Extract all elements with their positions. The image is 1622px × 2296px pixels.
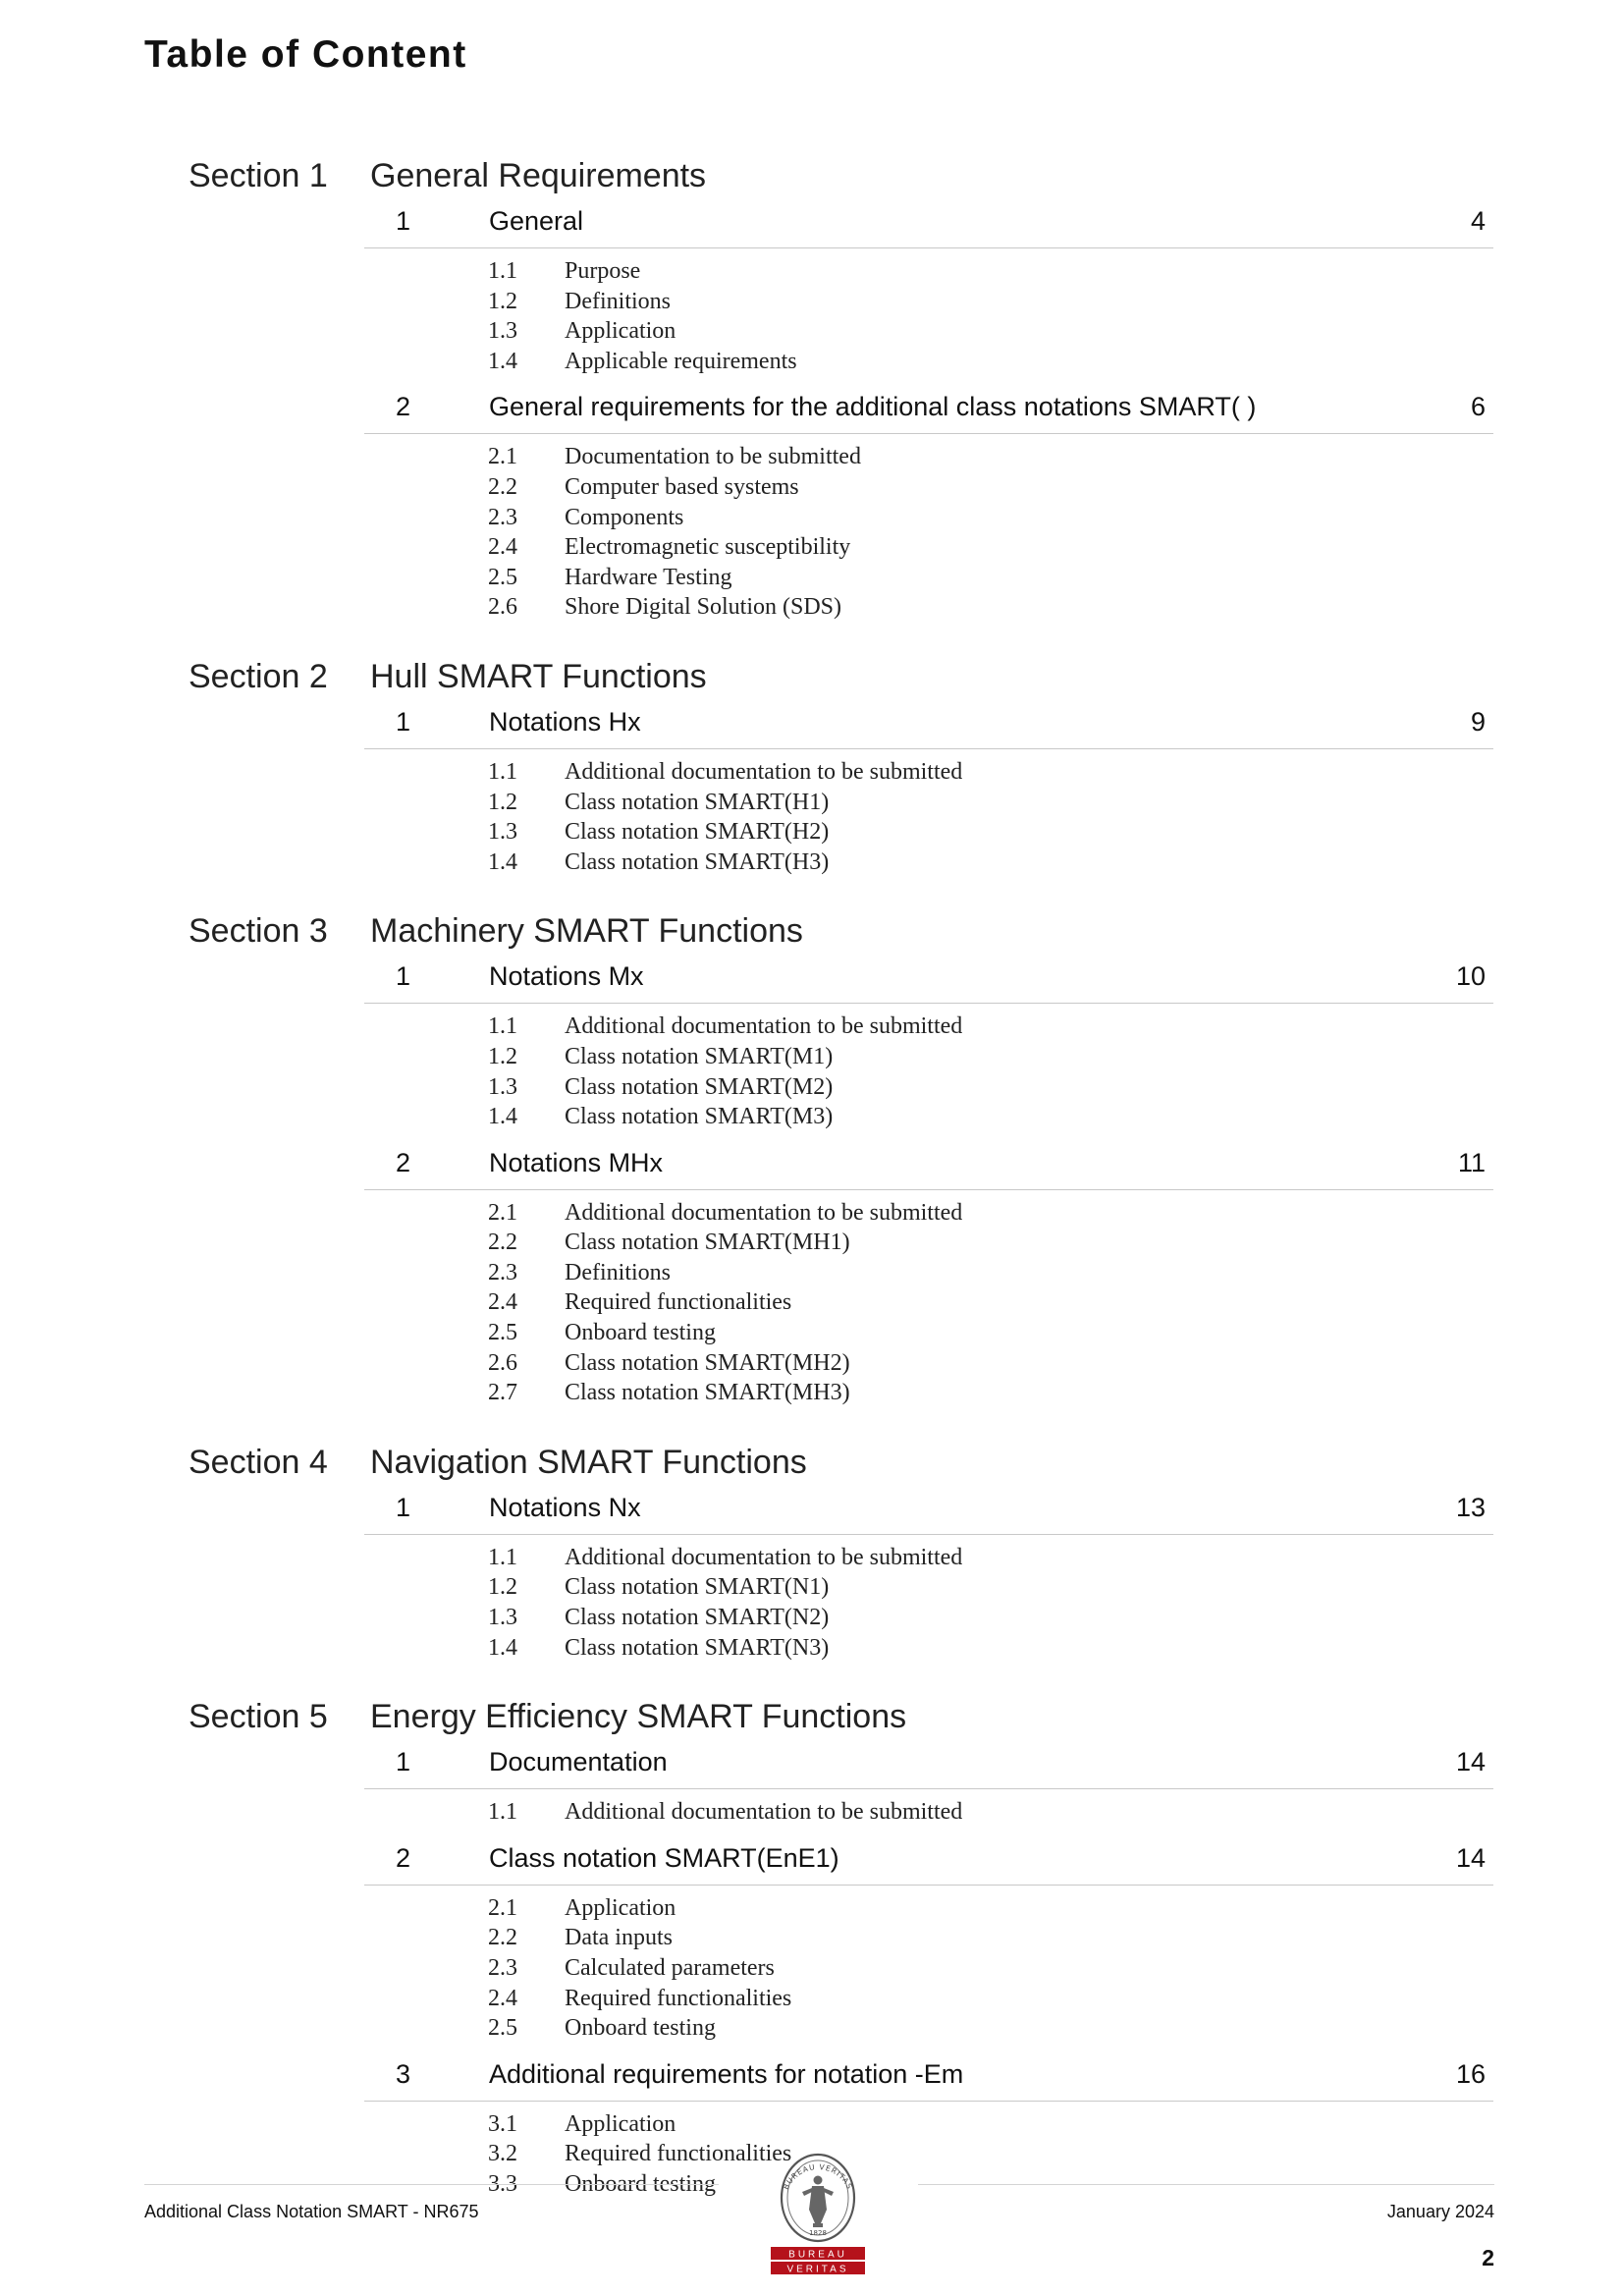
subsection-number: 1.4 xyxy=(488,848,517,875)
chapter-title: Additional requirements for notation -Em xyxy=(489,2058,964,2089)
subsection-number: 1.1 xyxy=(488,1544,517,1570)
chapter-page-number: 13 xyxy=(1455,1492,1486,1522)
subsection-number: 1.1 xyxy=(488,258,517,284)
subsection-number: 3.1 xyxy=(488,2110,517,2137)
subsection-entry[interactable] xyxy=(0,1635,1622,1666)
chapter-title: Class notation SMART(EnE1) xyxy=(489,1842,839,1873)
subsection-title: Documentation to be submitted xyxy=(565,444,861,470)
chapter-entry[interactable] xyxy=(364,705,1493,749)
footer-date: January 2024 xyxy=(1386,2202,1494,2221)
toc-section xyxy=(0,157,1622,636)
subsection-entry[interactable] xyxy=(0,565,1622,595)
subsection-number: 2.3 xyxy=(488,1955,517,1981)
subsection-title: Application xyxy=(565,2110,676,2137)
toc-chapter xyxy=(0,1745,1622,1841)
subsection-title: Data inputs xyxy=(565,1925,673,1951)
subsection-number: 2.3 xyxy=(488,504,517,530)
subsection-number: 1.3 xyxy=(488,819,517,846)
subsection-title: Electromagnetic susceptibility xyxy=(565,534,851,561)
subsection-number: 1.3 xyxy=(488,1073,517,1100)
subsection-title: Additional documentation to be submitted xyxy=(565,1544,963,1570)
chapter-number: 2 xyxy=(396,1842,411,1873)
subsection-number: 1.1 xyxy=(488,1013,517,1040)
toc-chapter xyxy=(0,390,1622,636)
section-title[interactable]: Machinery SMART Functions xyxy=(370,912,803,951)
subsection-title: Class notation SMART(M2) xyxy=(565,1073,834,1100)
toc-chapter xyxy=(0,959,1622,1145)
toc-chapter xyxy=(0,1491,1622,1676)
chapter-entry[interactable] xyxy=(364,390,1493,434)
subsection-entry[interactable] xyxy=(0,2015,1622,2046)
subsection-entry[interactable] xyxy=(0,819,1622,849)
subsection-title: Class notation SMART(H1) xyxy=(565,789,830,815)
subsection-list xyxy=(0,1789,1622,1841)
subsection-title: Definitions xyxy=(565,1259,671,1285)
subsection-title: Class notation SMART(N2) xyxy=(565,1605,830,1631)
section-heading xyxy=(0,1698,1622,1745)
subsection-number: 2.7 xyxy=(488,1380,517,1406)
subsection-number: 1.4 xyxy=(488,348,517,374)
subsection-number: 2.2 xyxy=(488,473,517,500)
subsection-entry[interactable] xyxy=(0,505,1622,535)
page-number: 2 xyxy=(1482,2245,1494,2270)
logo-band-text-1: BUREAU xyxy=(788,2249,847,2261)
subsection-number: 1.2 xyxy=(488,288,517,314)
chapter-number: 1 xyxy=(396,206,411,236)
subsection-entry[interactable] xyxy=(0,759,1622,790)
subsection-entry[interactable] xyxy=(0,1013,1622,1044)
subsection-entry[interactable] xyxy=(0,1545,1622,1575)
subsection-list xyxy=(0,1190,1622,1422)
subsection-title: Required functionalities xyxy=(565,2141,792,2167)
subsection-title: Calculated parameters xyxy=(565,1955,775,1981)
subsection-number: 1.1 xyxy=(488,1799,517,1826)
subsection-title: Class notation SMART(M3) xyxy=(565,1104,834,1130)
toc-chapter xyxy=(0,705,1622,891)
subsection-title: Additional documentation to be submitted xyxy=(565,1799,963,1826)
subsection-entry[interactable] xyxy=(0,289,1622,319)
subsection-title: Required functionalities xyxy=(565,1985,792,2011)
subsection-entry[interactable] xyxy=(0,594,1622,625)
subsection-list xyxy=(0,749,1622,891)
subsection-number: 2.4 xyxy=(488,1289,517,1316)
subsection-entry[interactable] xyxy=(0,534,1622,565)
subsection-list xyxy=(0,1886,1622,2057)
subsection-number: 1.1 xyxy=(488,758,517,785)
subsection-title: Purpose xyxy=(565,258,641,284)
subsection-title: Additional documentation to be submitted xyxy=(565,1199,963,1226)
chapter-entry[interactable] xyxy=(364,959,1493,1004)
subsection-number: 1.2 xyxy=(488,789,517,815)
subsection-entry[interactable] xyxy=(0,1074,1622,1105)
chapter-title: Notations MHx xyxy=(489,1147,664,1177)
table-of-contents xyxy=(0,157,1622,2235)
toc-section xyxy=(0,1698,1622,2213)
subsection-number: 3.2 xyxy=(488,2141,517,2167)
toc-chapter xyxy=(0,1146,1622,1422)
bureau-veritas-logo xyxy=(767,2151,869,2278)
subsection-number: 2.3 xyxy=(488,1259,517,1285)
chapter-title: Documentation xyxy=(489,1747,668,1777)
subsection-number: 2.4 xyxy=(488,1985,517,2011)
section-heading xyxy=(0,912,1622,959)
chapter-number: 2 xyxy=(396,1147,411,1177)
subsection-number: 1.2 xyxy=(488,1043,517,1069)
subsection-number: 3.3 xyxy=(488,2170,517,2197)
subsection-title: Onboard testing xyxy=(565,1320,716,1346)
subsection-entry[interactable] xyxy=(0,1044,1622,1074)
subsection-title: Class notation SMART(N3) xyxy=(565,1634,830,1661)
subsection-title: Additional documentation to be submitted xyxy=(565,758,963,785)
subsection-list xyxy=(0,248,1622,390)
section-label[interactable]: Section 4 xyxy=(189,1443,328,1481)
chapter-page-number: 9 xyxy=(1470,706,1486,737)
subsection-entry[interactable] xyxy=(0,790,1622,820)
subsection-entry[interactable] xyxy=(0,1986,1622,2016)
subsection-entry[interactable] xyxy=(0,1799,1622,1830)
subsection-entry[interactable] xyxy=(0,1605,1622,1635)
chapter-entry[interactable] xyxy=(364,1146,1493,1190)
logo-band-text-2: VERITAS xyxy=(786,2264,849,2275)
toc-chapter xyxy=(0,1841,1622,2057)
subsection-list xyxy=(0,1535,1622,1676)
chapter-number: 1 xyxy=(396,706,411,737)
subsection-number: 2.5 xyxy=(488,564,517,590)
chapter-title: Notations Nx xyxy=(489,1492,641,1522)
subsection-entry[interactable] xyxy=(0,1574,1622,1605)
chapter-number: 1 xyxy=(396,1492,411,1522)
chapter-title: Notations Mx xyxy=(489,961,644,992)
section-heading xyxy=(0,658,1622,705)
toc-section xyxy=(0,912,1622,1422)
chapter-title: Notations Hx xyxy=(489,706,641,737)
chapter-page-number: 14 xyxy=(1455,1747,1486,1777)
chapter-number: 3 xyxy=(396,2058,411,2089)
subsection-list xyxy=(0,434,1622,636)
subsection-number: 2.1 xyxy=(488,1894,517,1921)
subsection-title: Class notation SMART(N1) xyxy=(565,1574,830,1601)
section-label[interactable]: Section 1 xyxy=(189,157,328,194)
toc-section xyxy=(0,658,1622,891)
subsection-title: Hardware Testing xyxy=(565,564,732,590)
subsection-number: 2.5 xyxy=(488,1320,517,1346)
section-heading xyxy=(0,157,1622,204)
chapter-title: General xyxy=(489,206,584,236)
subsection-title: Required functionalities xyxy=(565,1289,792,1316)
chapter-page-number: 10 xyxy=(1455,961,1486,992)
chapter-entry[interactable] xyxy=(364,1841,1493,1886)
footer-divider-right xyxy=(918,2184,1494,2185)
subsection-number: 2.2 xyxy=(488,1230,517,1256)
subsection-entry[interactable] xyxy=(0,349,1622,379)
subsection-title: Definitions xyxy=(565,288,671,314)
section-label[interactable]: Section 5 xyxy=(189,1698,328,1736)
page-title: Table of Content xyxy=(144,33,467,76)
subsection-title: Shore Digital Solution (SDS) xyxy=(565,594,842,621)
subsection-title: Class notation SMART(MH2) xyxy=(565,1349,850,1376)
chapter-title: General requirements for the additional class notations SMART( ) xyxy=(489,392,1257,422)
subsection-list xyxy=(0,1004,1622,1145)
subsection-number: 2.2 xyxy=(488,1925,517,1951)
subsection-title: Onboard testing xyxy=(565,2015,716,2042)
footer-document-title: Additional Class Notation SMART - NR675 xyxy=(144,2202,479,2221)
section-title[interactable]: Energy Efficiency SMART Functions xyxy=(370,1698,907,1736)
chapter-number: 1 xyxy=(396,1747,411,1777)
subsection-number: 1.4 xyxy=(488,1634,517,1661)
section-label[interactable]: Section 2 xyxy=(189,657,328,695)
section-title[interactable]: Hull SMART Functions xyxy=(370,657,707,695)
logo-arc-text: BUREAU VERITAS xyxy=(781,2161,855,2192)
chapter-entry[interactable] xyxy=(364,1491,1493,1535)
subsection-title: Class notation SMART(M1) xyxy=(565,1043,834,1069)
subsection-entry[interactable] xyxy=(0,1925,1622,1955)
subsection-entry[interactable] xyxy=(0,474,1622,505)
subsection-number: 1.4 xyxy=(488,1104,517,1130)
section-title[interactable]: General Requirements xyxy=(370,157,707,194)
section-title[interactable]: Navigation SMART Functions xyxy=(370,1443,807,1481)
subsection-number: 2.1 xyxy=(488,1199,517,1226)
subsection-number: 1.2 xyxy=(488,1574,517,1601)
chapter-page-number: 6 xyxy=(1470,392,1486,422)
footer-divider-left xyxy=(144,2184,719,2185)
subsection-title: Application xyxy=(565,318,676,345)
toc-chapter xyxy=(0,204,1622,390)
section-label[interactable]: Section 3 xyxy=(189,912,328,951)
chapter-page-number: 4 xyxy=(1470,206,1486,236)
chapter-number: 2 xyxy=(396,392,411,422)
chapter-page-number: 14 xyxy=(1455,1842,1486,1873)
subsection-number: 2.5 xyxy=(488,2015,517,2042)
toc-section xyxy=(0,1444,1622,1676)
subsection-entry[interactable] xyxy=(0,1380,1622,1410)
chapter-page-number: 11 xyxy=(1457,1147,1486,1177)
subsection-entry[interactable] xyxy=(0,1289,1622,1320)
subsection-number: 2.6 xyxy=(488,594,517,621)
subsection-title: Computer based systems xyxy=(565,473,799,500)
subsection-entry[interactable] xyxy=(0,444,1622,474)
chapter-number: 1 xyxy=(396,961,411,992)
subsection-entry[interactable] xyxy=(0,258,1622,289)
subsection-title: Additional documentation to be submitted xyxy=(565,1013,963,1040)
section-heading xyxy=(0,1444,1622,1491)
subsection-entry[interactable] xyxy=(0,1955,1622,1986)
subsection-entry[interactable] xyxy=(0,1260,1622,1290)
subsection-title: Class notation SMART(MH1) xyxy=(565,1230,850,1256)
subsection-entry[interactable] xyxy=(0,1230,1622,1260)
subsection-entry[interactable] xyxy=(0,2111,1622,2142)
subsection-number: 1.3 xyxy=(488,318,517,345)
chapter-entry[interactable] xyxy=(364,2057,1493,2102)
subsection-title: Applicable requirements xyxy=(565,348,797,374)
subsection-number: 2.6 xyxy=(488,1349,517,1376)
subsection-number: 1.3 xyxy=(488,1605,517,1631)
chapter-page-number: 16 xyxy=(1455,2058,1486,2089)
subsection-title: Class notation SMART(H2) xyxy=(565,819,830,846)
subsection-title: Onboard testing xyxy=(565,2170,716,2197)
chapter-entry[interactable] xyxy=(364,204,1493,248)
logo-year: 1828 xyxy=(809,2229,827,2237)
chapter-entry[interactable] xyxy=(364,1745,1493,1789)
subsection-entry[interactable] xyxy=(0,849,1622,880)
subsection-entry[interactable] xyxy=(0,1895,1622,1926)
subsection-entry[interactable] xyxy=(0,318,1622,349)
subsection-entry[interactable] xyxy=(0,1104,1622,1134)
subsection-entry[interactable] xyxy=(0,1320,1622,1350)
subsection-title: Components xyxy=(565,504,684,530)
subsection-number: 2.4 xyxy=(488,534,517,561)
subsection-title: Class notation SMART(H3) xyxy=(565,848,830,875)
subsection-entry[interactable] xyxy=(0,1350,1622,1381)
subsection-title: Class notation SMART(MH3) xyxy=(565,1380,850,1406)
subsection-title: Application xyxy=(565,1894,676,1921)
subsection-entry[interactable] xyxy=(0,1200,1622,1230)
subsection-number: 2.1 xyxy=(488,444,517,470)
